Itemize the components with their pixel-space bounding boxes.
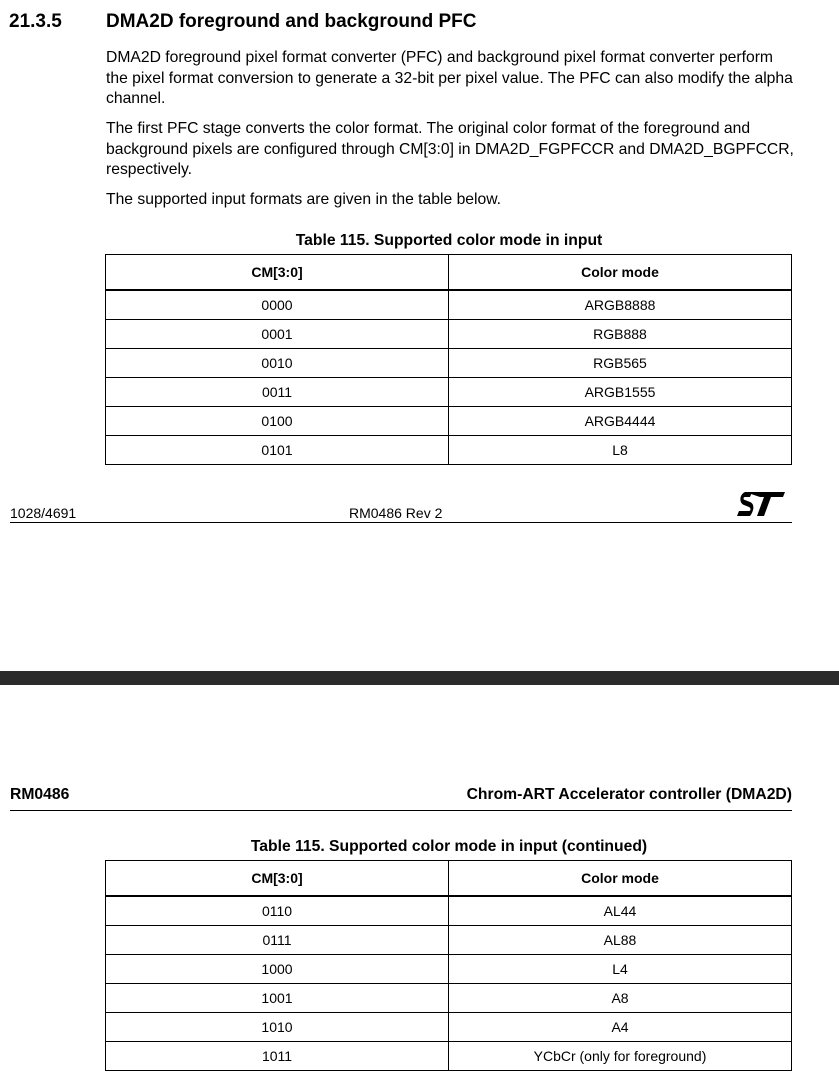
table-row xyxy=(106,320,792,349)
cm-cell: 0111 xyxy=(106,926,449,955)
table-row xyxy=(106,378,792,407)
color-mode-cell: RGB888 xyxy=(449,320,792,349)
table-caption: Table 115. Supported color mode in input xyxy=(295,232,603,249)
table-row xyxy=(106,926,792,955)
paragraph: DMA2D foreground pixel format converter (PFC) and background pixel format converter perform the pixel format conversion to generate a 32-bit per pixel value. The PFC can also modify the alpha channel. xyxy=(106,49,793,107)
color-mode-cell: ARGB1555 xyxy=(449,378,792,407)
cm-cell: 0000 xyxy=(106,290,449,320)
color-mode-cell: RGB565 xyxy=(449,349,792,378)
section-number: 21.3.5 xyxy=(9,11,62,32)
color-mode-cell: AL44 xyxy=(449,896,792,926)
cm-cell: 0110 xyxy=(106,896,449,926)
column-header-color-mode: Color mode xyxy=(449,255,792,291)
color-mode-cell: AL88 xyxy=(449,926,792,955)
header-rule xyxy=(10,810,792,811)
color-mode-cell: YCbCr (only for foreground) xyxy=(449,1042,792,1071)
table-row xyxy=(106,1042,792,1071)
footer-rule xyxy=(10,522,792,523)
color-mode-cell: L8 xyxy=(449,436,792,465)
cm-cell: 0010 xyxy=(106,349,449,378)
document-revision: RM0486 Rev 2 xyxy=(349,505,443,521)
column-header-cm: CM[3:0] xyxy=(106,861,449,897)
st-logo-icon xyxy=(736,491,786,517)
section-title: DMA2D foreground and background PFC xyxy=(106,11,477,32)
table-row xyxy=(106,436,792,465)
cm-cell: 1011 xyxy=(106,1042,449,1071)
color-mode-cell: A4 xyxy=(449,1013,792,1042)
table-row xyxy=(106,290,792,320)
page-separator xyxy=(0,671,839,685)
paragraph: The first PFC stage converts the color format. The original color format of the foreground and background pixels are configured through CM[3:0] in DMA2D_FGPFCCR and DMA2D_BGPFCCR, respectively. xyxy=(106,120,794,178)
cm-cell: 1000 xyxy=(106,955,449,984)
cm-cell: 0101 xyxy=(106,436,449,465)
table-row xyxy=(106,1013,792,1042)
cm-cell: 0011 xyxy=(106,378,449,407)
cm-cell: 1010 xyxy=(106,1013,449,1042)
color-mode-cell: ARGB8888 xyxy=(449,290,792,320)
table-row xyxy=(106,349,792,378)
table-row xyxy=(106,955,792,984)
column-header-color-mode: Color mode xyxy=(449,861,792,897)
page-number: 1028/4691 xyxy=(10,505,77,521)
cm-cell: 0001 xyxy=(106,320,449,349)
st-logo xyxy=(736,491,786,522)
table-header-row xyxy=(106,861,792,897)
table-row xyxy=(106,984,792,1013)
cm-cell: 0100 xyxy=(106,407,449,436)
document-id: RM0486 xyxy=(10,786,70,803)
color-mode-table-continued xyxy=(105,860,792,1071)
paragraph: The supported input formats are given in the table below. xyxy=(106,191,502,208)
chapter-title: Chrom-ART Accelerator controller (DMA2D) xyxy=(466,786,792,803)
table-caption-continued: Table 115. Supported color mode in input (continued) xyxy=(250,838,648,855)
table-header-row xyxy=(106,255,792,291)
color-mode-table xyxy=(105,254,792,465)
table-row xyxy=(106,896,792,926)
color-mode-cell: A8 xyxy=(449,984,792,1013)
column-header-cm: CM[3:0] xyxy=(106,255,449,291)
color-mode-cell: L4 xyxy=(449,955,792,984)
color-mode-cell: ARGB4444 xyxy=(449,407,792,436)
table-row xyxy=(106,407,792,436)
cm-cell: 1001 xyxy=(106,984,449,1013)
